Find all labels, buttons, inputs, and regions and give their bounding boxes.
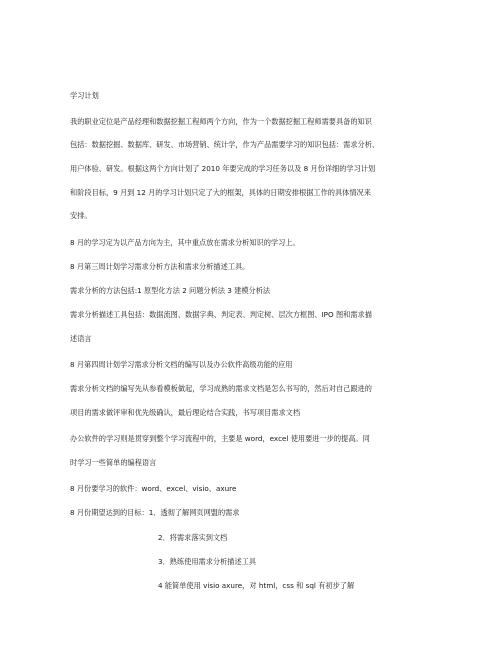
paragraph-line: 我的职业定位是产品经理和数据挖掘工程师两个方向，作为一个数据挖掘工程师需要具备的知识 <box>70 117 372 126</box>
paragraph-line: 8 月的学习定为以产品方向为主，其中重点放在需求分析知识的学习上。 <box>70 238 300 247</box>
goal-item: 2．将需求落实到文档 <box>158 533 228 542</box>
paragraph-line: 述语言 <box>70 334 92 343</box>
paragraph-line: 8 月第三周计划学习需求分析方法和需求分析描述工具。 <box>70 262 250 271</box>
paragraph-line: 办公软件的学习则是贯穿到整个学习流程中的，主要是 word，excel 使用要进一步的提高。同 <box>70 434 370 443</box>
paragraph-line: 项目的需求做评审和优先级确认，最后理论结合实践，书写项目需求文档 <box>70 408 301 417</box>
paragraph-line: 8 月份要学习的软件：word、excel、visio、axure <box>70 484 237 493</box>
paragraph-line: 需求分析文档的编写先从参看模板做起，学习成熟的需求文档是怎么书写的，然后对自己跟进的 <box>70 384 372 393</box>
paragraph-line: 包括：数据挖掘、数据库、研发、市场营销、统计学，作为产品需要学习的知识包括：需求分析、 <box>70 140 380 149</box>
goal-item: 4 能简单使用 visio axure，对 html，css 和 sql 有初步了解 <box>158 581 355 590</box>
paragraph-line: 8 月份期望达到的目标：1．透彻了解网页网盟的需求 <box>70 508 240 517</box>
paragraph-line: 安排。 <box>70 211 92 220</box>
paragraph-line: 时学习一些简单的编程语言 <box>70 458 157 467</box>
paragraph-line: 和阶段目标，9 月到 12 月的学习计划只定了大的框架，具体的日期安排根据工作的具体情况来 <box>70 188 371 197</box>
paragraph-line: 需求分析的方法包括:1 原型化方法 2 问题分析法 3 建模分析法 <box>70 286 271 295</box>
paragraph-line: 需求分析描述工具包括：数据流图、数据字典、判定表、判定树、层次方框图、IPO 图和需求描 <box>70 310 372 319</box>
goal-item: 3．熟练使用需求分析描述工具 <box>158 557 257 566</box>
paragraph-line: 用户体验、研发。根据这两个方向计划了 2010 年要完成的学习任务以及 8 月份详细的学习计划 <box>70 164 376 173</box>
paragraph-line: 8 月第四周计划学习需求分析文档的编写以及办公软件高级功能的应用 <box>70 360 293 369</box>
document-title: 学习计划 <box>70 91 99 100</box>
